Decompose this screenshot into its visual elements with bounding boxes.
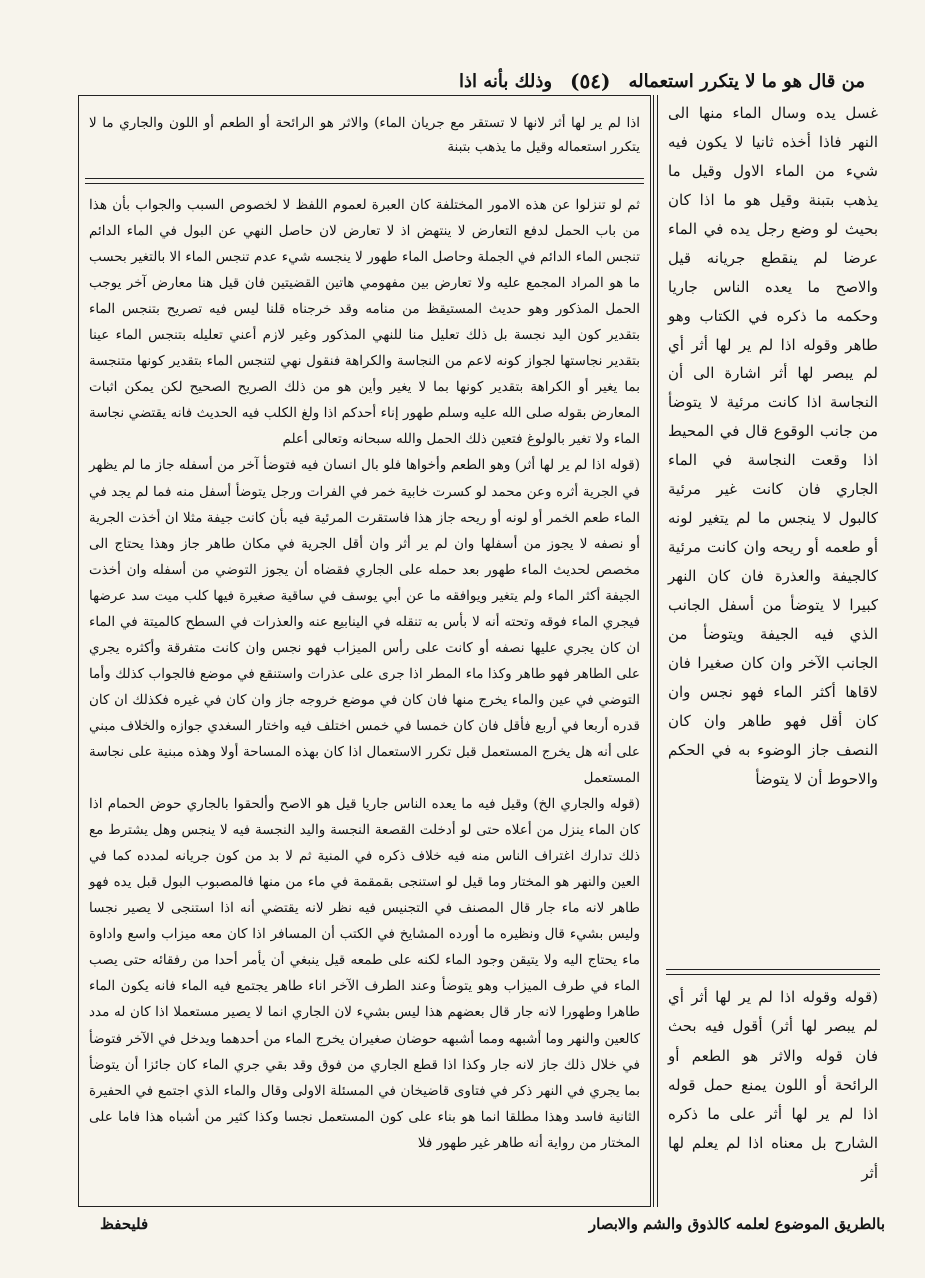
page-footer: [100, 1212, 885, 1236]
commentary-text: [79, 188, 650, 1206]
header-catchword: وذلك بأنه اذا: [458, 70, 553, 92]
commentary-paragraph: ثم لو تنزلوا عن هذه الامور المختلفة كان العبرة لعموم اللفظ لا لخصوص السبب والجواب بأن هذا من باب الحمل لدفع التعارض لا ينتهض اذ لا تعارض لان حاصل النهي عن البول في الماء الدائم تنجس الماء الدائم في الجملة وحاصل الماء طهور لا ينجسه شيء عدم تنجس الماء الا بالتغير بحسب ما هو المراد المجمع عليه ولا تعارض بين مفهومي هاتين القضيتين فان قيل هنا معارض آخر يوجب الحمل المذكور وهو حديث المستيقظ من منامه وقد خرجناه قلنا ليس فيه تصريح بتنجس الماء بتقدير كون اليد نجسة بل ذلك تعليل منا للنهي المذكور وغير لازم أعني تعليله بتنجس الماء عينا بتقدير نجاستها لجواز كونه لاعم من النجاسة والكراهة فنقول نهي لتنجس الماء بتقدير كونها متنجسة بما يغير أو الكراهة بتقدير كونها بما لا يغير وأين هو من ذلك الصريح الصحيح لكن يمكن اثبات المعارض بقوله صلى الله عليه وسلم طهور إناء أحدكم اذا ولغ الكلب فيه الحديث فانه يقتضي نجاسة الماء ولا تغير بالولوغ فتعين ذلك الحمل والله سبحانه وتعالى أعلم: [89, 197, 640, 448]
column-divider: [653, 95, 658, 1207]
commentary-paragraph: (قوله والجاري الخ) وقيل فيه ما يعده الناس جاريا قيل هو الاصح وألحقوا بالجاري حوض الحمام اذا كان الماء ينزل من أعلاه حتى لو أدخلت القصعة النجسة واليد النجسة فيه لا ينجس وهل يشترط مع ذلك تدارك اغتراف الناس منه فيه خلاف ذكره في المنية ثم لا بد من كون جريانه لمدده كما في العين والنهر هو المختار وما قيل لو استنجى بقمقمة في ماء من منها فالمصبوب البول قبل يده فهو طاهر لانه ماء جار قال المصنف في التجنيس فيه نظر لانه يقتضي أنه اذا استنجى لا يصير نجسا وليس بشيء قال ونظيره ما أورده المشايخ في الكتب أن المسافر اذا كان معه ميزاب واسع واداوة ماء يحتاج اليه ولا يتيقن وجود الماء لكنه على طمعه قيل ينبغي أن يأمر أحدا من رفقائه حتى يصب الماء في طرف الميزاب وهو يتوضأ وعند الطرف الآخر اناء طاهر يجتمع فيه الماء فانه يكون الماء طاهرا وطهورا لانه جار قال بعضهم هذا ليس بشيء لان الجاري انما لا يصير مستعملا اذا كان له مدد كالعين والنهر وما أشبهه ومما أشبهه حوضان صغيران يخرج الماء من أحدهما ويدخل في الآخر فتوضأ في خلال ذلك جاز لانه جار وكذا اذا قطع الجاري من فوق وقد بقي جري الماء كان جائزا أن يتوضأ بما يجري في النهر ذكر في فتاوى قاضيخان في المسئلة الاولى وقال والماء الذي اجتمع في الحفيرة الثانية فاسد وهذا مطلقا انما هو بناء على كون المستعمل نجسا وكذا كثير من أشباه هذا فاما على المختار من رواية أنه طاهر غير طهور فلا: [89, 796, 640, 1151]
margin-gloss: (قوله وقوله اذا لم ير لها أثر أي لم يبصر لها أثر) أقول فيه بحث فان قوله والاثر هو الطعم أو الرائحة أو اللون يمنع حمل قوله اذا لم ير لها أثر على ما ذكره الشارح بل معناه اذا لم يعلم لها أثر: [668, 988, 878, 1182]
page-number: (٥٤): [570, 69, 611, 93]
margin-commentary: غسل يده وسال الماء منها الى النهر فاذا أخذه ثانيا لا يكون فيه شيء من الماء الاول وقيل ما يذهب بتبنة وقيل هو ما اذا كان بحيث لو وضع رجل يده في الماء عرضا لم ينقطع جريانه قيل والاصح ما يعده الناس جاريا وحكمه ما ذكره في الكتاب وهو طاهر وقوله اذا لم ير لها أثر أي لم يبصر لها أثر اشارة الى أن النجاسة اذا كانت مرئية لا يتوضأ من جانب الوقوع قال في المحيط اذا وقعت النجاسة في الماء الجاري فان كانت غير مرئية كالبول لا ينجس ما لم يتغير لونه أو طعمه أو ريحه وان كانت مرئية كالجيفة والعذرة فان كان النهر كبيرا لا يتوضأ من أسفل الجانب الذي فيه الجيفة ويتوضأ من الجانب الآخر وان كان صغيرا فان لاقاها أكثر الماء فهو نجس وان كان أقل فهو طاهر وان كان النصف جاز الوضوء به في الحكم والاحوط أن لا يتوضأ: [668, 104, 878, 788]
margin-column: [662, 95, 884, 1207]
double-rule-divider: [85, 178, 644, 184]
page-header: [430, 64, 865, 98]
commentary-paragraph: (قوله اذا لم ير لها أثر) وهو الطعم وأخواها فلو بال انسان فيه فتوضأ آخر من أسفله جاز ما لم يظهر في الجرية أثره وعن محمد لو كسرت خابية خمر في الفرات ورجل يتوضأ أسفل منه فما لم يجد في الماء طعم الخمر أو لونه أو ريحه جاز هذا فاستقرت المرئية فيه بأن كانت جيفة مثلا ان أخذت الجرية أو نصفه لا يجوز من أسفلها وان لم ير أثر وان أقل الجرية في مكان طاهر جاز وهذا يحتاج الى مخصص لحديث الماء طهور بعد حمله على الجاري فقضاه أن يجوز التوضي من أسفله وان أخذت الجيفة أكثر الماء ولم يتغير ويوافقه ما عن أبي يوسف في ساقية صغيرة فيها كلب ميت سد عرضها فيجري الماء فوقه وتحته أنه لا بأس به تنقله في الينابيع عنه والعذرات في السطح كالميتة في الماء ان كان يجري عليها نصفه أو كانت على رأس الميزاب فهو نجس وان كانت متفرقة وأكثره يجري على الطاهر فهو طاهر وكذا ماء المطر اذا جرى على عذرات واستنقع في موضع فالجواب كذلك وأما التوضي في عين والماء يخرج منها فان كان في موضع خروجه جاز وان كان في غيره فكذلك ان كان قدره أربعا في أربع فأقل فان كان خمسا في خمس اختلف فيه واختار السغدي جوازه والخلاف مبني على أنه هل يخرج المستعمل قبل تكرر الاستعمال اذا كان بهذه المساحة أولا وهذه مبنية على نجاسة المستعمل: [89, 457, 640, 787]
main-text-block: [78, 95, 651, 1207]
margin-divider: [666, 969, 880, 975]
matn-text: اذا لم ير لها أثر لانها لا تستقر مع جريان الماء) والاثر هو الرائحة أو الطعم أو اللون والجاري ما لا يتكرر استعماله وقيل ما يذهب بتبنة: [89, 115, 640, 155]
footer-catchword: بالطريق الموضوع لعلمه كالذوق والشم والابصار: [588, 1215, 885, 1233]
running-title: من قال هو ما لا يتكرر استعماله: [628, 70, 865, 92]
footer-note: فليحفظ: [100, 1215, 149, 1233]
